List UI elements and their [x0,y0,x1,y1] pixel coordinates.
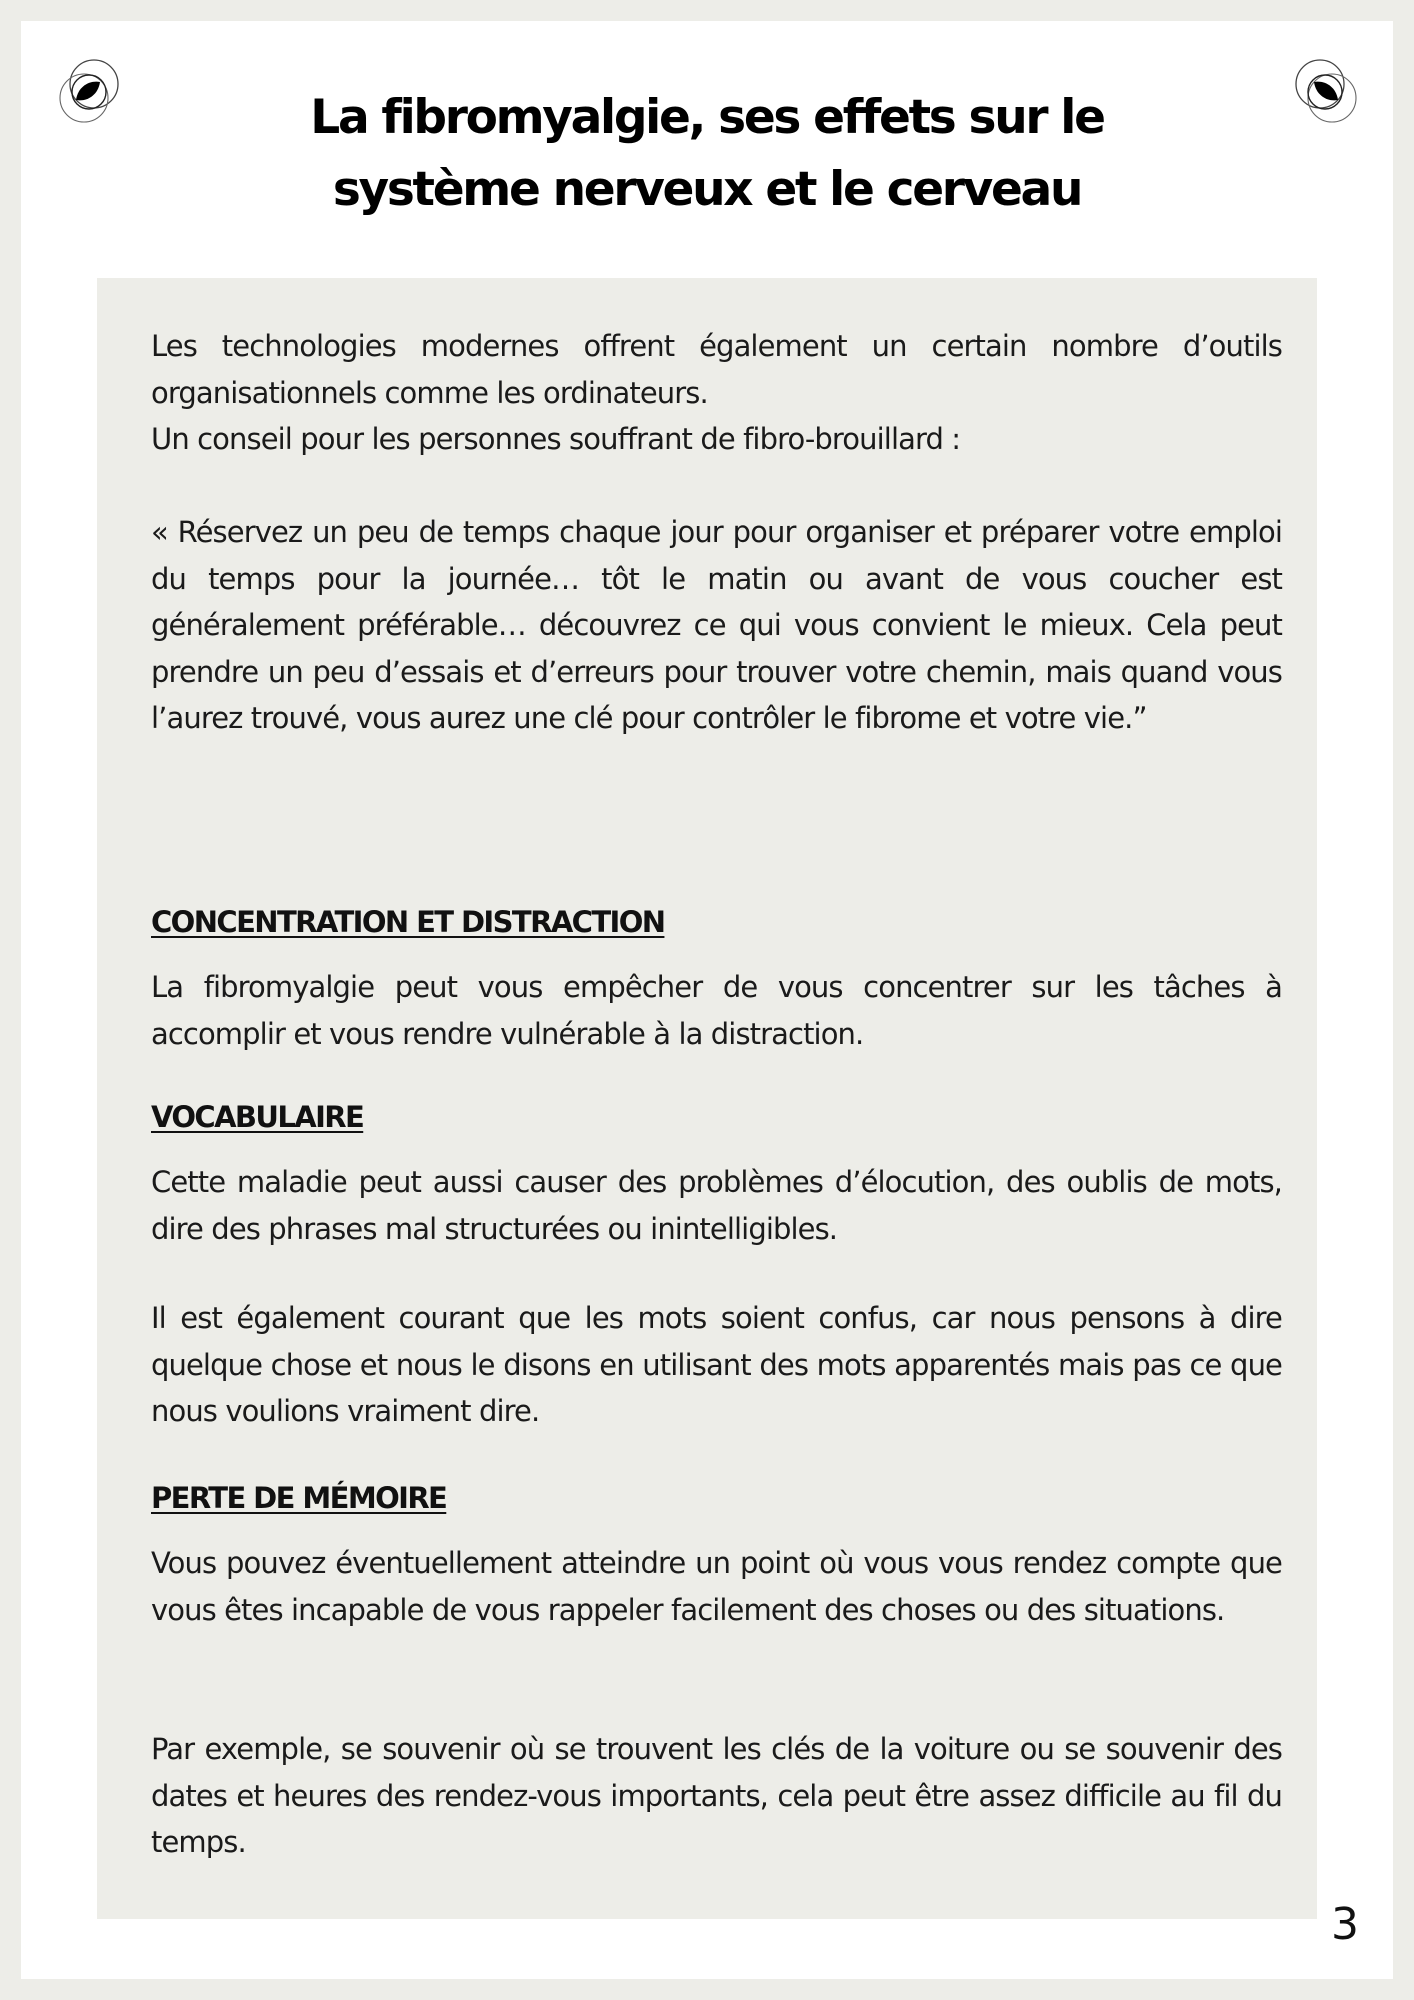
intro-paragraph: Les technologies modernes offrent également un certain nombre d’outils organisationnels comme les ordinateurs. [151,329,1282,410]
section-heading-concentration: CONCENTRATION ET DISTRACTION [151,905,665,939]
advice-paragraph: Un conseil pour les personnes souffrant de fibro-brouillard : [151,422,961,456]
page-title [0,82,1414,226]
memoire-paragraph-2: Par exemple, se souvenir où se trouvent les clés de la voiture ou se souvenir des dates et heures des rendez-vous importants, cela peut être assez difficile au fil du temps. [151,1732,1282,1859]
section-heading-vocabulaire: VOCABULAIRE [151,1100,364,1134]
quote-paragraph: « Réservez un peu de temps chaque jour pour organiser et préparer votre emploi du temps pour la journée… tôt le matin ou avant de vous coucher est généralement préférable… découvrez ce qui vous convient le mieux. Cela peut prendre un peu d’essais et d’erreurs pour trouver votre chemin, mais quand vous l’aurez trouvé, vous aurez une clé pour contrôler le fibrome et votre vie.” [151,515,1282,735]
vocabulaire-paragraph-2: Il est également courant que les mots soient confus, car nous pensons à dire quelque chose et nous le disons en utilisant des mots apparentés mais pas ce que nous voulions vraiment dire. [151,1301,1282,1428]
page-number: 3 [1331,1899,1359,1950]
content-panel [97,278,1317,1919]
section-heading-memoire: PERTE DE MÉMOIRE [151,1481,447,1515]
page-title-line-1: La fibromyalgie, ses effets sur le [310,90,1104,145]
memoire-paragraph-1: Vous pouvez éventuellement atteindre un point où vous vous rendez compte que vous êtes incapable de vous rappeler facilement des choses ou des situations. [151,1546,1282,1627]
page-title-line-2: système nerveux et le cerveau [332,162,1082,217]
concentration-paragraph: La fibromyalgie peut vous empêcher de vous concentrer sur les tâches à accomplir et vous rendre vulnérable à la distraction. [151,970,1282,1051]
vocabulaire-paragraph-1: Cette maladie peut aussi causer des problèmes d’élocution, des oublis de mots, dire des phrases mal structurées ou inintelligibles. [151,1165,1282,1246]
